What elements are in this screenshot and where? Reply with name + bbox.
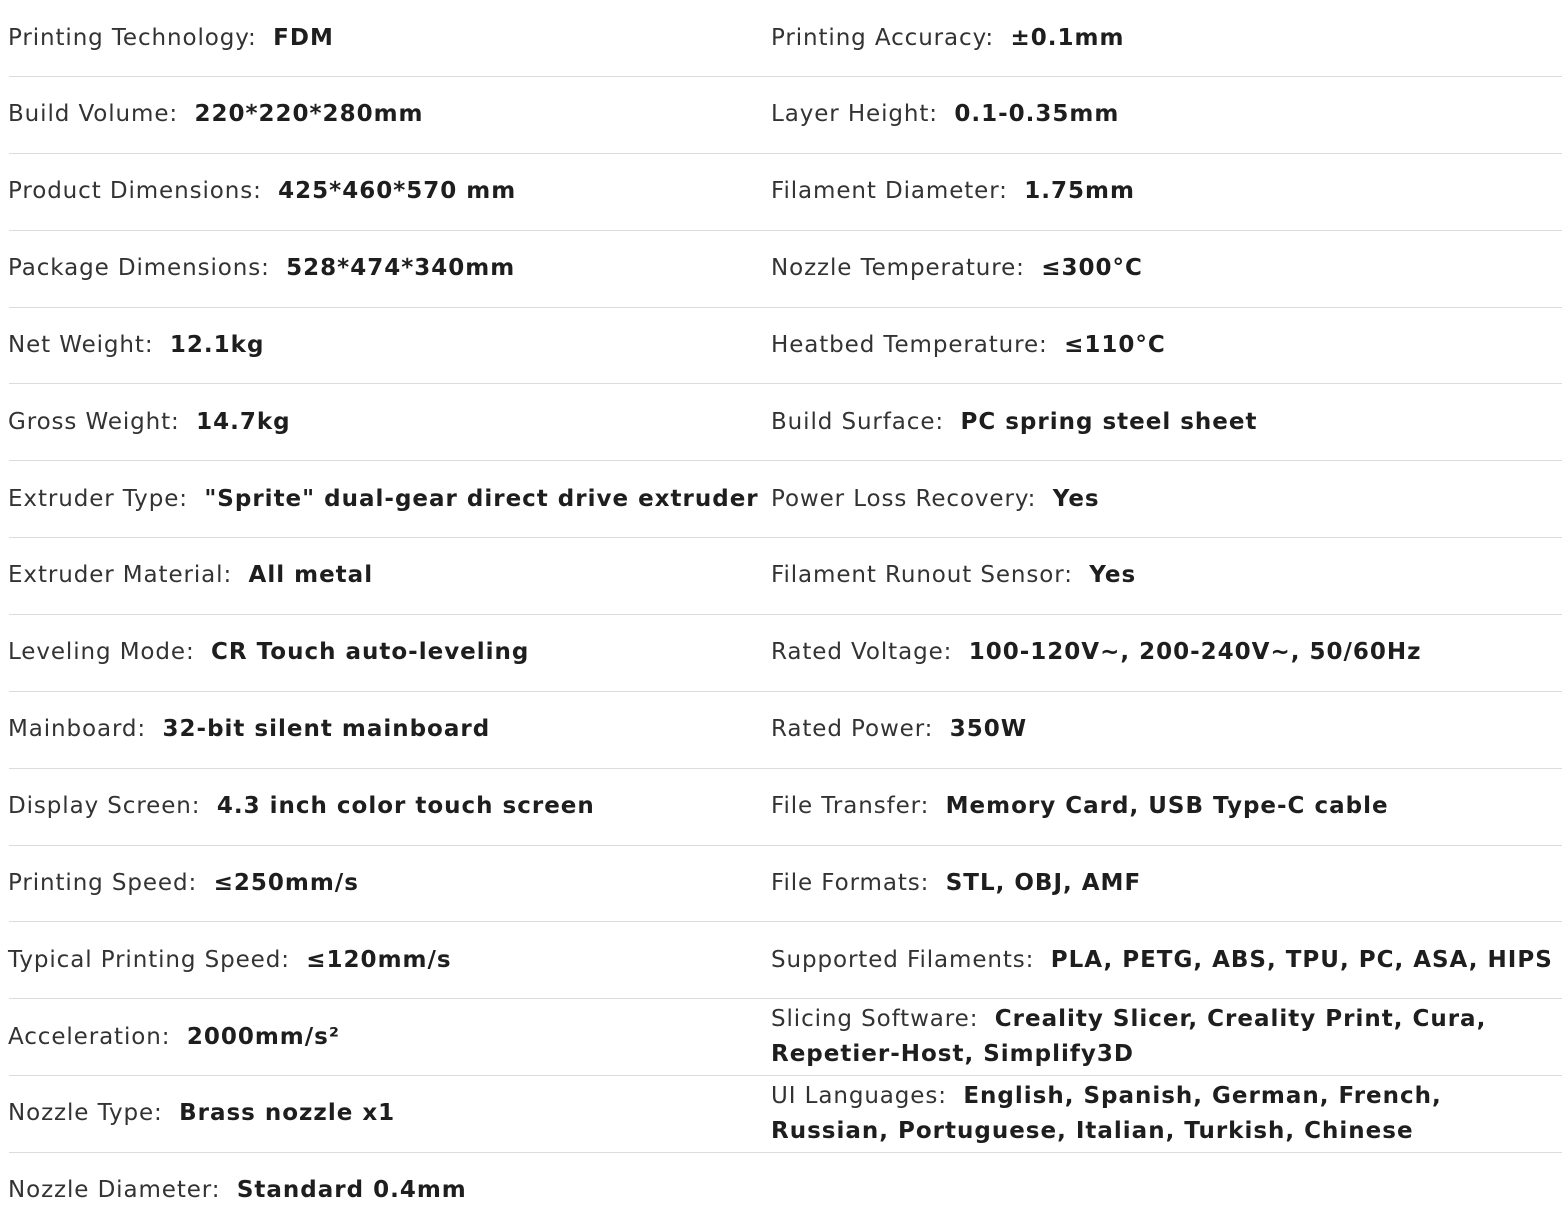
spec-text — [771, 405, 1257, 440]
spec-label: Power Loss Recovery: — [771, 485, 1037, 512]
spec-text — [8, 328, 264, 363]
spec-text — [771, 635, 1422, 670]
spec-cell-right — [771, 461, 1561, 537]
spec-value: Standard 0.4mm — [236, 1177, 467, 1204]
spec-text — [8, 97, 424, 132]
spec-cell-left — [8, 1153, 758, 1229]
spec-text — [771, 482, 1100, 517]
spec-label: UI Languages: — [771, 1082, 947, 1109]
spec-value: 14.7kg — [196, 408, 291, 435]
spec-value: Yes — [1052, 485, 1100, 512]
spec-text — [8, 558, 373, 593]
spec-row — [0, 461, 1562, 538]
spec-value: Brass nozzle x1 — [179, 1100, 396, 1127]
spec-value: 0.1-0.35mm — [954, 101, 1120, 128]
spec-row — [0, 154, 1562, 231]
spec-cell-left — [8, 999, 758, 1075]
spec-cell-left — [8, 307, 758, 383]
spec-text — [8, 1020, 340, 1055]
spec-label: Printing Accuracy: — [771, 24, 995, 51]
spec-cell-right — [771, 692, 1561, 768]
spec-label: Heatbed Temperature: — [771, 331, 1048, 358]
spec-row — [0, 1076, 1562, 1153]
spec-label: Build Surface: — [771, 408, 945, 435]
spec-text — [8, 866, 359, 901]
spec-cell-right — [771, 154, 1561, 230]
spec-row — [0, 922, 1562, 999]
spec-text — [771, 789, 1389, 824]
spec-value: PC spring steel sheet — [960, 408, 1258, 435]
spec-label: Typical Printing Speed: — [8, 946, 290, 973]
spec-text — [771, 1002, 1561, 1072]
spec-value: ±0.1mm — [1010, 24, 1125, 51]
spec-cell-right — [771, 999, 1561, 1075]
spec-value: 425*460*570 mm — [278, 178, 517, 205]
spec-label: Layer Height: — [771, 101, 938, 128]
spec-label: Gross Weight: — [8, 408, 180, 435]
spec-cell-left — [8, 538, 758, 614]
spec-label: Leveling Mode: — [8, 639, 195, 666]
spec-text — [8, 482, 759, 517]
spec-value: STL, OBJ, AMF — [945, 869, 1142, 896]
spec-text — [8, 943, 452, 978]
spec-cell-left — [8, 922, 758, 998]
spec-cell-right — [771, 769, 1561, 845]
spec-value: 220*220*280mm — [194, 101, 424, 128]
spec-text — [771, 251, 1143, 286]
spec-value: Yes — [1089, 562, 1137, 589]
spec-label: Slicing Software: — [771, 1006, 979, 1033]
spec-text — [771, 712, 1027, 747]
spec-label: Net Weight: — [8, 331, 154, 358]
spec-label: Supported Filaments: — [771, 946, 1035, 973]
spec-row — [0, 845, 1562, 922]
spec-cell-left — [8, 845, 758, 921]
spec-label: Nozzle Type: — [8, 1100, 163, 1127]
spec-cell-right — [771, 615, 1561, 691]
spec-cell-right — [771, 845, 1561, 921]
spec-label: Extruder Material: — [8, 562, 233, 589]
spec-cell-right — [771, 922, 1561, 998]
spec-text — [771, 866, 1141, 901]
spec-text — [8, 712, 490, 747]
spec-text — [771, 174, 1135, 209]
spec-label: Nozzle Diameter: — [8, 1177, 221, 1204]
spec-value: 350W — [949, 716, 1028, 743]
spec-row — [0, 999, 1562, 1076]
spec-cell-left — [8, 692, 758, 768]
spec-row — [0, 692, 1562, 769]
spec-text — [771, 97, 1119, 132]
spec-text — [771, 558, 1136, 593]
spec-value: All metal — [248, 562, 374, 589]
spec-label: File Formats: — [771, 869, 930, 896]
spec-cell-right — [771, 231, 1561, 307]
spec-value: 4.3 inch color touch screen — [216, 793, 595, 819]
spec-value: 100-120V~, 200-240V~, 50/60Hz — [968, 639, 1422, 666]
spec-text — [771, 328, 1166, 363]
spec-cell-right — [771, 0, 1561, 76]
spec-cell-right — [771, 307, 1561, 383]
spec-row — [0, 0, 1562, 77]
spec-cell-left — [8, 461, 758, 537]
spec-value: ≤120mm/s — [306, 946, 452, 973]
spec-cell-left — [8, 615, 758, 691]
spec-row — [0, 538, 1562, 615]
spec-row — [0, 231, 1562, 308]
spec-text — [771, 943, 1553, 978]
spec-label: Display Screen: — [8, 793, 201, 819]
spec-value: Creality Slicer, Creality Print, Cura, Repetier-Host, Simplify3D — [771, 1006, 1487, 1068]
spec-cell-left — [8, 769, 758, 845]
spec-text — [771, 1079, 1561, 1149]
spec-cell-left — [8, 77, 758, 153]
spec-label: Filament Diameter: — [771, 178, 1008, 205]
spec-text — [771, 21, 1124, 56]
spec-value: 1.75mm — [1024, 178, 1135, 205]
spec-value: 528*474*340mm — [286, 255, 516, 282]
spec-text — [8, 21, 334, 56]
spec-value: English, Spanish, German, French, Russian, Portuguese, Italian, Turkish, Chinese — [771, 1082, 1442, 1144]
spec-label: Filament Runout Sensor: — [771, 562, 1073, 589]
spec-row — [0, 384, 1562, 461]
spec-label: Printing Speed: — [8, 869, 198, 896]
spec-cell-right — [771, 1076, 1561, 1152]
spec-label: Nozzle Temperature: — [771, 255, 1025, 282]
spec-value: ≤300°C — [1041, 255, 1143, 282]
spec-value: ≤250mm/s — [213, 869, 359, 896]
spec-value: PLA, PETG, ABS, TPU, PC, ASA, HIPS — [1050, 946, 1553, 973]
spec-value: CR Touch auto-leveling — [211, 639, 530, 666]
spec-text — [8, 635, 529, 670]
spec-value: "Sprite" dual-gear direct drive extruder — [204, 485, 759, 512]
spec-cell-right — [771, 384, 1561, 460]
spec-text — [8, 1096, 395, 1131]
spec-cell-left — [8, 231, 758, 307]
spec-cell-left — [8, 1076, 758, 1152]
spec-row — [0, 1153, 1562, 1230]
spec-label: Rated Voltage: — [771, 639, 953, 666]
spec-label: Rated Power: — [771, 716, 934, 743]
spec-value: FDM — [273, 24, 334, 51]
spec-label: Product Dimensions: — [8, 178, 262, 205]
spec-text — [8, 1173, 467, 1208]
spec-cell-right — [771, 77, 1561, 153]
spec-row — [0, 615, 1562, 692]
spec-label: Acceleration: — [8, 1023, 171, 1050]
spec-text — [8, 405, 291, 440]
spec-value: 2000mm/s² — [186, 1023, 340, 1050]
spec-label: Build Volume: — [8, 101, 179, 128]
spec-label: Extruder Type: — [8, 485, 188, 512]
spec-label: Mainboard: — [8, 716, 147, 743]
spec-row — [0, 307, 1562, 384]
spec-value: Memory Card, USB Type-C cable — [945, 793, 1389, 819]
spec-cell-left — [8, 154, 758, 230]
spec-value: 12.1kg — [169, 331, 265, 358]
spec-label: Printing Technology: — [8, 24, 257, 51]
spec-text — [8, 251, 515, 286]
spec-value: 32-bit silent mainboard — [162, 716, 491, 743]
spec-row — [0, 769, 1562, 846]
spec-cell-left — [8, 0, 758, 76]
spec-label: File Transfer: — [771, 793, 930, 819]
spec-cell-left — [8, 384, 758, 460]
spec-label: Package Dimensions: — [8, 255, 270, 282]
spec-row — [0, 77, 1562, 154]
spec-text — [8, 174, 516, 209]
spec-text — [8, 789, 595, 824]
spec-cell-right — [771, 538, 1561, 614]
spec-value: ≤110°C — [1064, 331, 1166, 358]
